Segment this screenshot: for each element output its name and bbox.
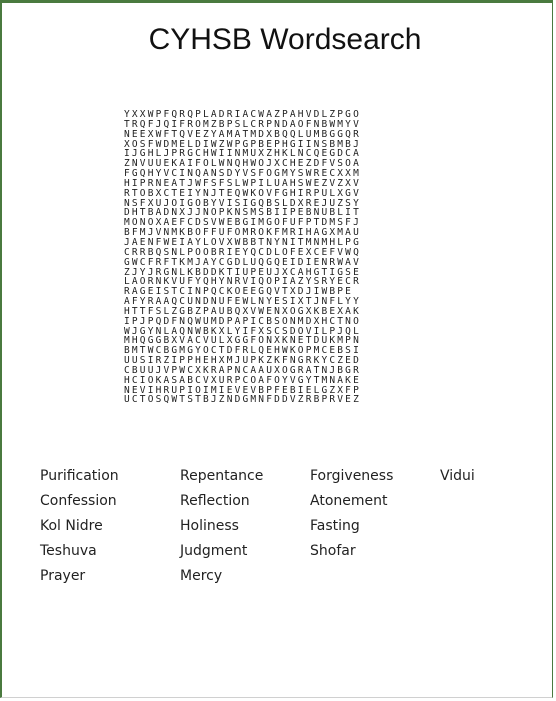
grid-row: WJGYNLAQNWBKXLYIFXSCSDOVILPJQL [124,325,361,337]
grid-row: JAENFWEIAYLOVXWBBTNYNITMNMHLPG [124,236,361,248]
grid-row: NEEXWFTQVEZYAMATMDXBQQLUMBGGQR [124,128,361,140]
word-list-item: Holiness [180,518,239,534]
grid-row: NSFXUJOIGOBYVISIGQBSLDXREJUZSY [124,197,361,209]
grid-row: CRRBQSNLPOOBRIEYQCDLOFEXCEFVWQ [124,246,361,258]
grid-row: NEVIHRUPIOIMIEVEVBPFEBIELGZXFP [124,384,361,396]
grid-row: MHQGGBXVACVULXGGFONXKNETDUKMPN [124,335,361,347]
grid-row: DHTBADNXJJNOPKNSMSBIIPEBNUBLIT [124,207,361,219]
grid-row: HCIOKASABCVXURPCOAFOYVGYTMNAKE [124,374,361,386]
grid-row: XOSFWDMELDIWZWPGPBEPHGIINSBMBJ [124,138,361,150]
word-list-item: Repentance [180,468,264,484]
word-list-item: Vidui [440,468,475,484]
grid-row: FGQHYVCINQANSDYVSFOGMYSWRECXXM [124,168,361,180]
grid-row: BFMJVNMKBOFFUFOMROKFMRIHAGXMAU [124,227,361,239]
grid-row: UUSIRZIPPHEHXMJUPKZKFNGRKYCZED [124,355,361,367]
grid-row: TRQFJQIFROMZBPSLCRPNDAOFNBWMYV [124,118,361,130]
grid-row: GWCFRFTKMJAYCGDLUQGQEIDIENRWAV [124,256,361,268]
word-list-item: Shofar [310,543,356,559]
letter-grid [124,110,361,405]
word-list-item: Forgiveness [310,468,394,484]
page-title: CYHSB Wordsearch [148,23,422,56]
grid-row: ZNVUUEKAIFOLWNQHWOJXCHEZDFVSOA [124,158,361,170]
grid-row: YXXWPFQRQPLADRIACWAZPAHVDLZPGO [124,109,361,120]
grid-row: BMTWCBGMGYOCTDFRLQEHWKOPMCEBSI [124,345,361,357]
grid-row: HIPRNEATJWFSFSLWPILUAHSWEZVZXV [124,177,361,189]
word-list-item: Atonement [310,493,388,509]
grid-row: RTOBXCTEIYNJTEQWKOVFGHIRPULXGV [124,187,361,199]
grid-row: UCTOSQWTSTBJZNDGMNFDDVZRBPRVEZ [124,394,361,406]
word-list-item: Reflection [180,493,250,509]
grid-row: MONOXAEFCDSVWEBGIMGOFUFPTDMSFJ [124,217,361,229]
word-list-item: Mercy [180,568,223,584]
word-list-item: Kol Nidre [40,518,103,534]
grid-row: IPJPQDFNQWUMDPAPICBSONMDXHCTNO [124,315,361,327]
grid-row: LAORNKVUFYQHYNRVIQOPIAZYSRYECR [124,276,361,288]
word-list-item: Judgment [180,543,248,559]
word-list-item: Teshuva [40,543,97,559]
word-list-item: Purification [40,468,119,484]
grid-row: RAGEISTCINPQCKOEEGQVTXDJIWBPE [124,286,354,298]
grid-row: CBUUJVPWCXKRAPNCAAUXOGRATNJBGR [124,364,361,376]
grid-row: ZJYJRGNLKBDDKTIUPEUJXCAHGTIGSE [124,266,361,278]
grid-row: IJGHLJPRGCHWIINMUXZHKLNCQEGDCA [124,148,361,160]
word-list-item: Prayer [40,568,86,584]
word-list-item: Confession [40,493,117,509]
grid-row: HTTFSLZGBZPAUBQXVWENXOGXKBEXAK [124,305,361,317]
grid-row: AFYRAAQCUNDNUFEWLNYESIXTJNFLYY [124,296,361,308]
word-list-item: Fasting [310,518,360,534]
